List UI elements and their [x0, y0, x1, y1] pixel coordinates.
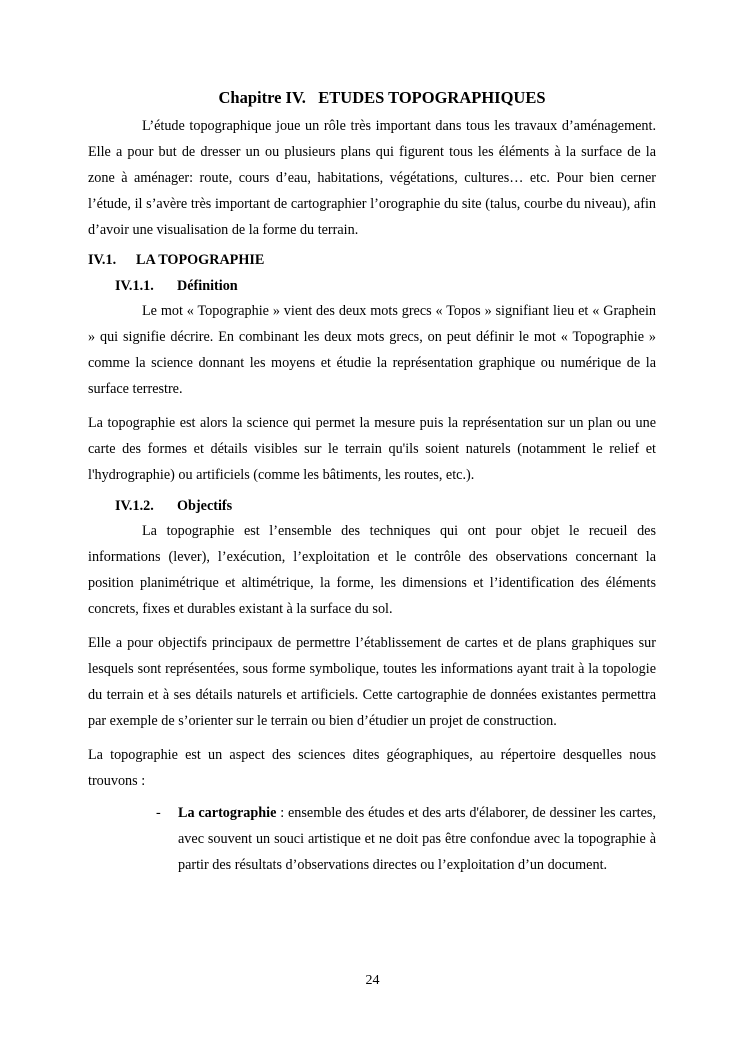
- list-item-term: La cartographie: [178, 805, 277, 821]
- subsection-number: IV.1.2.: [115, 498, 154, 514]
- intro-paragraph: L’étude topographique joue un rôle très important dans tous les travaux d’aménagement. Elle a pour but de dresser un ou plusieurs plans qui figurent tous les éléments à la surface de la zone à aménager: route, cours d’eau, habitations, végétations, cultures… etc. Pour bien cerner l’étude, il s’avère très important de cartographier l’orographie du site (talus, courbe du niveau), afin d’avoir une visualisation de la forme du terrain.: [88, 118, 656, 238]
- subsection-heading-definition: [115, 276, 656, 296]
- definition-paragraph: La topographie est alors la science qui permet la mesure puis la représentation sur un plan ou une carte des formes et détails visibles sur le terrain qu'ils soient naturels (notamment le relief et l'hydrographie) ou artificiels (comme les bâtiments, les routes, etc.).: [88, 415, 656, 483]
- section-number: IV.1.: [88, 252, 117, 268]
- list-item-text: : ensemble des études et des arts d'élaborer, de dessiner les cartes, avec souvent un souci artistique et ne doit pas être confondue avec la topographie à partir des résultats d’observations directes ou l’exploitation d’un document.: [178, 805, 656, 873]
- objectifs-paragraph: La topographie est l’ensemble des techniques qui ont pour objet le recueil des informations (lever), l’exécution, l’exploitation et le contrôle des observations concernant la position planimétrique et altimétrique, la forme, les dimensions et l’identification des éléments concrets, fixes et durables existant à la surface du sol.: [88, 523, 656, 617]
- section-heading: [88, 250, 656, 270]
- list-marker: -: [156, 805, 161, 821]
- document-page: [88, 88, 656, 878]
- bullet-list: [88, 800, 656, 878]
- objectifs-paragraph: Elle a pour objectifs principaux de permettre l’établissement de cartes et de plans graphiques sur lesquels sont représentées, sous forme symbolique, toutes les informations ayant trait à la topologie du terrain et à ses détails naturels et artificiels. Cette cartographie de données existantes permettra par exemple de s’orienter sur le terrain ou bien d’étudier un projet de construction.: [88, 635, 656, 729]
- subsection-title: Objectifs: [177, 498, 233, 514]
- list-item: [178, 800, 656, 878]
- objectifs-paragraph: La topographie est un aspect des sciences dites géographiques, au répertoire desquelles nous trouvons :: [88, 747, 656, 789]
- subsection-number: IV.1.1.: [115, 278, 154, 294]
- subsection-title: Définition: [177, 278, 238, 294]
- chapter-title: Chapitre IV. ETUDES TOPOGRAPHIQUES: [218, 88, 546, 107]
- definition-paragraph: Le mot « Topographie » vient des deux mots grecs « Topos » signifiant lieu et « Graphein » qui signifie décrire. En combinant les deux mots grecs, on peut définir le mot « Topographie » comme la science donnant les moyens et étudie la représentation graphique ou numérique de la surface terrestre.: [88, 303, 656, 397]
- page-number: 24: [365, 973, 380, 988]
- subsection-heading-objectifs: [115, 496, 656, 516]
- section-title: LA TOPOGRAPHIE: [136, 252, 265, 268]
